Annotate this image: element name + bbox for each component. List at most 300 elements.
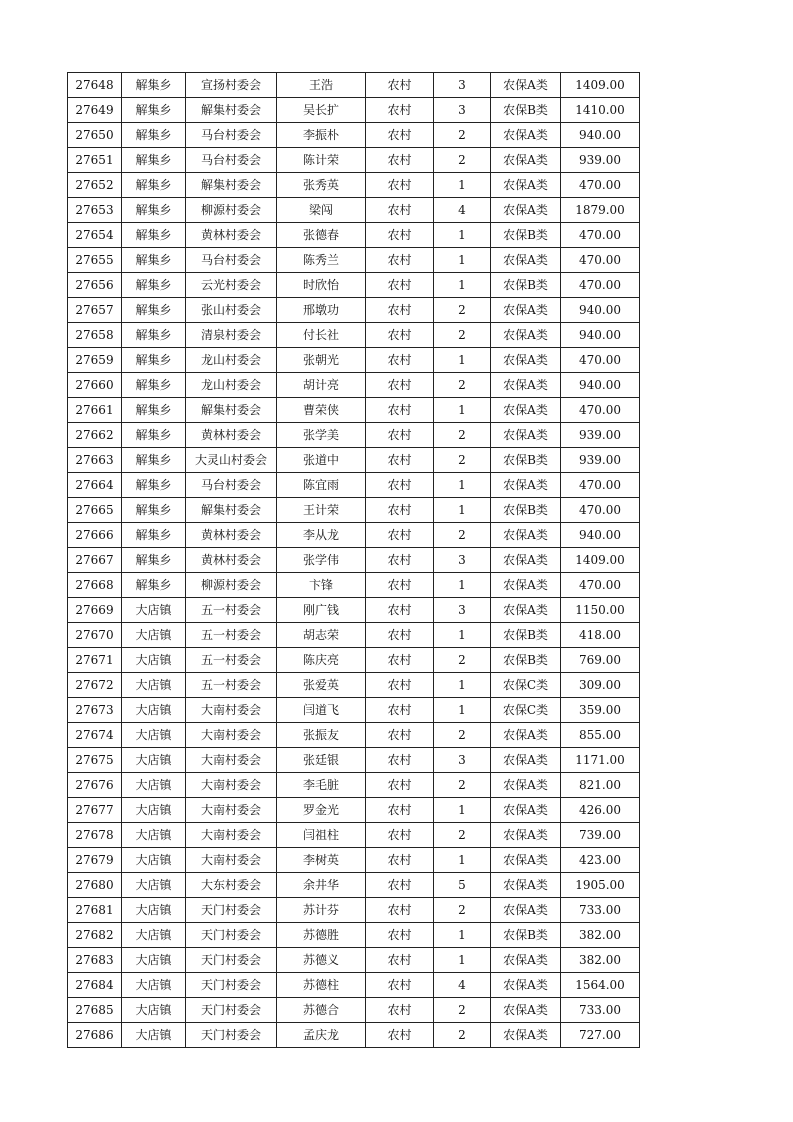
name-cell: 曹荣侠 — [277, 398, 366, 423]
amount-cell: 1150.00 — [561, 598, 640, 623]
village-committee-cell: 天门村委会 — [186, 923, 277, 948]
insurance-category-cell: 农保B类 — [491, 223, 561, 248]
insurance-category-cell: 农保A类 — [491, 898, 561, 923]
record-number-cell: 27684 — [68, 973, 122, 998]
member-count-cell: 1 — [434, 698, 491, 723]
village-committee-cell: 黄林村委会 — [186, 423, 277, 448]
amount-cell: 1879.00 — [561, 198, 640, 223]
record-number-cell: 27653 — [68, 198, 122, 223]
township-cell: 解集乡 — [122, 548, 186, 573]
amount-cell: 939.00 — [561, 448, 640, 473]
table-row — [68, 323, 640, 348]
amount-cell: 940.00 — [561, 298, 640, 323]
township-cell: 大店镇 — [122, 848, 186, 873]
amount-cell: 470.00 — [561, 248, 640, 273]
household-type-cell: 农村 — [366, 723, 434, 748]
record-number-cell: 27668 — [68, 573, 122, 598]
amount-cell: 470.00 — [561, 348, 640, 373]
name-cell: 闫祖柱 — [277, 823, 366, 848]
insurance-category-cell: 农保B类 — [491, 923, 561, 948]
village-committee-cell: 马台村委会 — [186, 123, 277, 148]
table-row — [68, 998, 640, 1023]
insurance-category-cell: 农保A类 — [491, 573, 561, 598]
township-cell: 大店镇 — [122, 1023, 186, 1048]
household-type-cell: 农村 — [366, 873, 434, 898]
name-cell: 李从龙 — [277, 523, 366, 548]
table-row — [68, 973, 640, 998]
household-type-cell: 农村 — [366, 798, 434, 823]
amount-cell: 1409.00 — [561, 73, 640, 98]
record-number-cell: 27673 — [68, 698, 122, 723]
table-row — [68, 448, 640, 473]
record-number-cell: 27655 — [68, 248, 122, 273]
township-cell: 解集乡 — [122, 173, 186, 198]
name-cell: 张秀英 — [277, 173, 366, 198]
record-number-cell: 27681 — [68, 898, 122, 923]
amount-cell: 940.00 — [561, 123, 640, 148]
amount-cell: 426.00 — [561, 798, 640, 823]
amount-cell: 940.00 — [561, 523, 640, 548]
insurance-category-cell: 农保A类 — [491, 198, 561, 223]
record-number-cell: 27649 — [68, 98, 122, 123]
amount-cell: 769.00 — [561, 648, 640, 673]
village-committee-cell: 天门村委会 — [186, 898, 277, 923]
household-type-cell: 农村 — [366, 973, 434, 998]
township-cell: 解集乡 — [122, 223, 186, 248]
insurance-category-cell: 农保A类 — [491, 598, 561, 623]
village-committee-cell: 解集村委会 — [186, 98, 277, 123]
record-number-cell: 27672 — [68, 673, 122, 698]
amount-cell: 939.00 — [561, 148, 640, 173]
record-number-cell: 27660 — [68, 373, 122, 398]
record-number-cell: 27680 — [68, 873, 122, 898]
insurance-category-cell: 农保B类 — [491, 448, 561, 473]
table-row — [68, 98, 640, 123]
township-cell: 解集乡 — [122, 473, 186, 498]
township-cell: 解集乡 — [122, 73, 186, 98]
name-cell: 张廷银 — [277, 748, 366, 773]
village-committee-cell: 龙山村委会 — [186, 348, 277, 373]
household-type-cell: 农村 — [366, 898, 434, 923]
table-row — [68, 823, 640, 848]
household-type-cell: 农村 — [366, 248, 434, 273]
insurance-category-cell: 农保A类 — [491, 848, 561, 873]
township-cell: 大店镇 — [122, 873, 186, 898]
record-number-cell: 27662 — [68, 423, 122, 448]
village-committee-cell: 黄林村委会 — [186, 523, 277, 548]
household-type-cell: 农村 — [366, 273, 434, 298]
household-type-cell: 农村 — [366, 298, 434, 323]
amount-cell: 727.00 — [561, 1023, 640, 1048]
insurance-category-cell: 农保A类 — [491, 473, 561, 498]
village-committee-cell: 大南村委会 — [186, 698, 277, 723]
name-cell: 苏德义 — [277, 948, 366, 973]
member-count-cell: 1 — [434, 573, 491, 598]
name-cell: 陈宜雨 — [277, 473, 366, 498]
amount-cell: 855.00 — [561, 723, 640, 748]
member-count-cell: 2 — [434, 373, 491, 398]
insurance-category-cell: 农保A类 — [491, 248, 561, 273]
record-number-cell: 27657 — [68, 298, 122, 323]
name-cell: 陈秀兰 — [277, 248, 366, 273]
household-type-cell: 农村 — [366, 998, 434, 1023]
member-count-cell: 2 — [434, 448, 491, 473]
village-committee-cell: 天门村委会 — [186, 998, 277, 1023]
record-number-cell: 27656 — [68, 273, 122, 298]
village-committee-cell: 黄林村委会 — [186, 223, 277, 248]
insurance-category-cell: 农保A类 — [491, 1023, 561, 1048]
township-cell: 大店镇 — [122, 723, 186, 748]
village-committee-cell: 天门村委会 — [186, 973, 277, 998]
member-count-cell: 3 — [434, 548, 491, 573]
table-row — [68, 773, 640, 798]
village-committee-cell: 大灵山村委会 — [186, 448, 277, 473]
amount-cell: 309.00 — [561, 673, 640, 698]
member-count-cell: 2 — [434, 523, 491, 548]
household-type-cell: 农村 — [366, 148, 434, 173]
name-cell: 张学美 — [277, 423, 366, 448]
amount-cell: 940.00 — [561, 323, 640, 348]
member-count-cell: 2 — [434, 148, 491, 173]
village-committee-cell: 大南村委会 — [186, 723, 277, 748]
household-type-cell: 农村 — [366, 398, 434, 423]
name-cell: 梁闯 — [277, 198, 366, 223]
township-cell: 解集乡 — [122, 523, 186, 548]
household-type-cell: 农村 — [366, 98, 434, 123]
household-type-cell: 农村 — [366, 498, 434, 523]
amount-cell: 470.00 — [561, 498, 640, 523]
insurance-category-cell: 农保A类 — [491, 798, 561, 823]
township-cell: 大店镇 — [122, 973, 186, 998]
table-row — [68, 273, 640, 298]
table-row — [68, 898, 640, 923]
table-row — [68, 248, 640, 273]
insurance-category-cell: 农保A类 — [491, 723, 561, 748]
name-cell: 张爱英 — [277, 673, 366, 698]
record-number-cell: 27667 — [68, 548, 122, 573]
township-cell: 解集乡 — [122, 98, 186, 123]
village-committee-cell: 大南村委会 — [186, 773, 277, 798]
name-cell: 陈计荣 — [277, 148, 366, 173]
village-committee-cell: 大南村委会 — [186, 748, 277, 773]
household-type-cell: 农村 — [366, 123, 434, 148]
name-cell: 王计荣 — [277, 498, 366, 523]
amount-cell: 1564.00 — [561, 973, 640, 998]
member-count-cell: 2 — [434, 298, 491, 323]
township-cell: 解集乡 — [122, 323, 186, 348]
household-type-cell: 农村 — [366, 623, 434, 648]
table-row — [68, 948, 640, 973]
member-count-cell: 2 — [434, 998, 491, 1023]
household-type-cell: 农村 — [366, 748, 434, 773]
village-committee-cell: 柳源村委会 — [186, 198, 277, 223]
household-type-cell: 农村 — [366, 773, 434, 798]
township-cell: 解集乡 — [122, 373, 186, 398]
member-count-cell: 5 — [434, 873, 491, 898]
name-cell: 余井华 — [277, 873, 366, 898]
village-committee-cell: 马台村委会 — [186, 473, 277, 498]
record-number-cell: 27664 — [68, 473, 122, 498]
amount-cell: 733.00 — [561, 898, 640, 923]
township-cell: 大店镇 — [122, 923, 186, 948]
table-row — [68, 648, 640, 673]
relief-roster-table — [67, 72, 640, 1048]
insurance-category-cell: 农保B类 — [491, 648, 561, 673]
insurance-category-cell: 农保C类 — [491, 698, 561, 723]
insurance-category-cell: 农保A类 — [491, 773, 561, 798]
amount-cell: 939.00 — [561, 423, 640, 448]
record-number-cell: 27685 — [68, 998, 122, 1023]
table-row — [68, 348, 640, 373]
insurance-category-cell: 农保A类 — [491, 423, 561, 448]
member-count-cell: 3 — [434, 748, 491, 773]
amount-cell: 470.00 — [561, 223, 640, 248]
member-count-cell: 1 — [434, 248, 491, 273]
name-cell: 吴长扩 — [277, 98, 366, 123]
insurance-category-cell: 农保A类 — [491, 398, 561, 423]
village-committee-cell: 张山村委会 — [186, 298, 277, 323]
table-row — [68, 598, 640, 623]
insurance-category-cell: 农保A类 — [491, 748, 561, 773]
insurance-category-cell: 农保A类 — [491, 523, 561, 548]
insurance-category-cell: 农保A类 — [491, 973, 561, 998]
amount-cell: 423.00 — [561, 848, 640, 873]
household-type-cell: 农村 — [366, 923, 434, 948]
name-cell: 邢墩功 — [277, 298, 366, 323]
insurance-category-cell: 农保B类 — [491, 498, 561, 523]
household-type-cell: 农村 — [366, 323, 434, 348]
township-cell: 大店镇 — [122, 598, 186, 623]
village-committee-cell: 天门村委会 — [186, 1023, 277, 1048]
name-cell: 闫道飞 — [277, 698, 366, 723]
member-count-cell: 2 — [434, 648, 491, 673]
name-cell: 胡志荣 — [277, 623, 366, 648]
record-number-cell: 27682 — [68, 923, 122, 948]
township-cell: 解集乡 — [122, 348, 186, 373]
record-number-cell: 27676 — [68, 773, 122, 798]
name-cell: 罗金光 — [277, 798, 366, 823]
village-committee-cell: 五一村委会 — [186, 673, 277, 698]
record-number-cell: 27663 — [68, 448, 122, 473]
insurance-category-cell: 农保C类 — [491, 673, 561, 698]
name-cell: 张德春 — [277, 223, 366, 248]
member-count-cell: 2 — [434, 773, 491, 798]
insurance-category-cell: 农保A类 — [491, 348, 561, 373]
record-number-cell: 27674 — [68, 723, 122, 748]
table-row — [68, 298, 640, 323]
member-count-cell: 1 — [434, 798, 491, 823]
table-row — [68, 623, 640, 648]
township-cell: 大店镇 — [122, 898, 186, 923]
table-row — [68, 148, 640, 173]
household-type-cell: 农村 — [366, 698, 434, 723]
table-row — [68, 523, 640, 548]
household-type-cell: 农村 — [366, 823, 434, 848]
name-cell: 张学伟 — [277, 548, 366, 573]
member-count-cell: 2 — [434, 723, 491, 748]
member-count-cell: 1 — [434, 473, 491, 498]
table-row — [68, 398, 640, 423]
insurance-category-cell: 农保A类 — [491, 948, 561, 973]
table-row — [68, 698, 640, 723]
record-number-cell: 27670 — [68, 623, 122, 648]
table-row — [68, 173, 640, 198]
township-cell: 解集乡 — [122, 248, 186, 273]
record-number-cell: 27665 — [68, 498, 122, 523]
table-row — [68, 848, 640, 873]
village-committee-cell: 宣扬村委会 — [186, 73, 277, 98]
name-cell: 苏计芬 — [277, 898, 366, 923]
village-committee-cell: 大南村委会 — [186, 848, 277, 873]
insurance-category-cell: 农保A类 — [491, 548, 561, 573]
record-number-cell: 27679 — [68, 848, 122, 873]
insurance-category-cell: 农保A类 — [491, 998, 561, 1023]
household-type-cell: 农村 — [366, 1023, 434, 1048]
insurance-category-cell: 农保B类 — [491, 98, 561, 123]
amount-cell: 821.00 — [561, 773, 640, 798]
township-cell: 解集乡 — [122, 273, 186, 298]
township-cell: 大店镇 — [122, 673, 186, 698]
name-cell: 张道中 — [277, 448, 366, 473]
record-number-cell: 27650 — [68, 123, 122, 148]
member-count-cell: 3 — [434, 98, 491, 123]
table-row — [68, 198, 640, 223]
household-type-cell: 农村 — [366, 198, 434, 223]
village-committee-cell: 大东村委会 — [186, 873, 277, 898]
table-row — [68, 473, 640, 498]
member-count-cell: 1 — [434, 923, 491, 948]
table-row — [68, 923, 640, 948]
village-committee-cell: 大南村委会 — [186, 798, 277, 823]
village-committee-cell: 柳源村委会 — [186, 573, 277, 598]
member-count-cell: 3 — [434, 73, 491, 98]
township-cell: 解集乡 — [122, 198, 186, 223]
table-row — [68, 423, 640, 448]
table-row — [68, 548, 640, 573]
record-number-cell: 27677 — [68, 798, 122, 823]
table-row — [68, 123, 640, 148]
record-number-cell: 27659 — [68, 348, 122, 373]
insurance-category-cell: 农保B类 — [491, 273, 561, 298]
village-committee-cell: 马台村委会 — [186, 248, 277, 273]
insurance-category-cell: 农保A类 — [491, 373, 561, 398]
insurance-category-cell: 农保A类 — [491, 173, 561, 198]
record-number-cell: 27686 — [68, 1023, 122, 1048]
record-number-cell: 27648 — [68, 73, 122, 98]
amount-cell: 470.00 — [561, 473, 640, 498]
table-row — [68, 373, 640, 398]
member-count-cell: 2 — [434, 423, 491, 448]
household-type-cell: 农村 — [366, 473, 434, 498]
insurance-category-cell: 农保A类 — [491, 323, 561, 348]
amount-cell: 940.00 — [561, 373, 640, 398]
name-cell: 王浩 — [277, 73, 366, 98]
member-count-cell: 1 — [434, 223, 491, 248]
township-cell: 大店镇 — [122, 798, 186, 823]
table-row — [68, 73, 640, 98]
table-row — [68, 223, 640, 248]
township-cell: 解集乡 — [122, 448, 186, 473]
township-cell: 解集乡 — [122, 573, 186, 598]
amount-cell: 359.00 — [561, 698, 640, 723]
township-cell: 大店镇 — [122, 948, 186, 973]
member-count-cell: 1 — [434, 173, 491, 198]
member-count-cell: 1 — [434, 348, 491, 373]
member-count-cell: 1 — [434, 623, 491, 648]
name-cell: 李毛脏 — [277, 773, 366, 798]
village-committee-cell: 云光村委会 — [186, 273, 277, 298]
township-cell: 解集乡 — [122, 423, 186, 448]
member-count-cell: 2 — [434, 123, 491, 148]
township-cell: 大店镇 — [122, 773, 186, 798]
member-count-cell: 1 — [434, 848, 491, 873]
household-type-cell: 农村 — [366, 598, 434, 623]
household-type-cell: 农村 — [366, 573, 434, 598]
member-count-cell: 4 — [434, 973, 491, 998]
household-type-cell: 农村 — [366, 423, 434, 448]
village-committee-cell: 黄林村委会 — [186, 548, 277, 573]
township-cell: 解集乡 — [122, 123, 186, 148]
insurance-category-cell: 农保A类 — [491, 123, 561, 148]
village-committee-cell: 解集村委会 — [186, 173, 277, 198]
amount-cell: 733.00 — [561, 998, 640, 1023]
name-cell: 张振友 — [277, 723, 366, 748]
household-type-cell: 农村 — [366, 648, 434, 673]
name-cell: 李振朴 — [277, 123, 366, 148]
record-number-cell: 27678 — [68, 823, 122, 848]
household-type-cell: 农村 — [366, 523, 434, 548]
name-cell: 卞锋 — [277, 573, 366, 598]
village-committee-cell: 五一村委会 — [186, 598, 277, 623]
table-row — [68, 573, 640, 598]
amount-cell: 418.00 — [561, 623, 640, 648]
amount-cell: 470.00 — [561, 173, 640, 198]
household-type-cell: 农村 — [366, 948, 434, 973]
record-number-cell: 27669 — [68, 598, 122, 623]
name-cell: 付长社 — [277, 323, 366, 348]
member-count-cell: 2 — [434, 323, 491, 348]
village-committee-cell: 马台村委会 — [186, 148, 277, 173]
township-cell: 解集乡 — [122, 298, 186, 323]
village-committee-cell: 解集村委会 — [186, 498, 277, 523]
village-committee-cell: 清泉村委会 — [186, 323, 277, 348]
record-number-cell: 27651 — [68, 148, 122, 173]
record-number-cell: 27666 — [68, 523, 122, 548]
household-type-cell: 农村 — [366, 223, 434, 248]
name-cell: 苏德胜 — [277, 923, 366, 948]
table-body — [68, 73, 640, 1048]
insurance-category-cell: 农保A类 — [491, 873, 561, 898]
village-committee-cell: 五一村委会 — [186, 623, 277, 648]
township-cell: 大店镇 — [122, 823, 186, 848]
amount-cell: 470.00 — [561, 398, 640, 423]
township-cell: 解集乡 — [122, 498, 186, 523]
record-number-cell: 27652 — [68, 173, 122, 198]
household-type-cell: 农村 — [366, 848, 434, 873]
amount-cell: 382.00 — [561, 948, 640, 973]
township-cell: 大店镇 — [122, 623, 186, 648]
record-number-cell: 27683 — [68, 948, 122, 973]
household-type-cell: 农村 — [366, 348, 434, 373]
member-count-cell: 1 — [434, 398, 491, 423]
amount-cell: 1171.00 — [561, 748, 640, 773]
record-number-cell: 27671 — [68, 648, 122, 673]
amount-cell: 1410.00 — [561, 98, 640, 123]
amount-cell: 739.00 — [561, 823, 640, 848]
member-count-cell: 3 — [434, 598, 491, 623]
table-row — [68, 798, 640, 823]
name-cell: 刚广钱 — [277, 598, 366, 623]
